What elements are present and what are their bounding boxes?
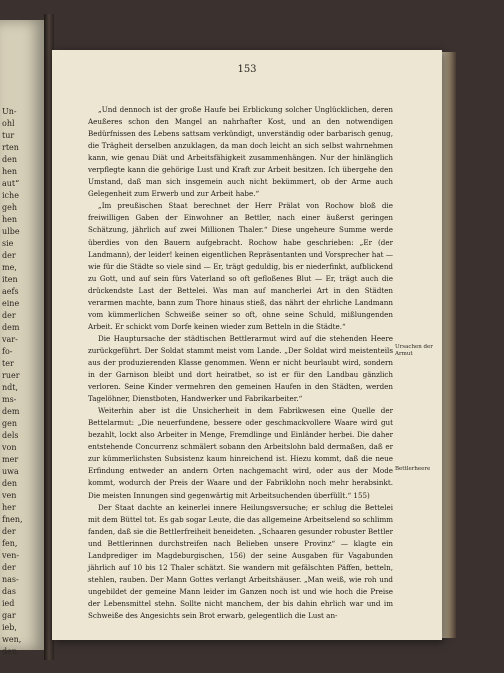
left-page-fragment: rten (2, 143, 19, 152)
left-page-fragment: der (2, 527, 16, 536)
left-page-fragment: tur (2, 131, 15, 140)
left-page-fragment: iten (2, 275, 18, 284)
left-page-fragment: fo- (2, 347, 13, 356)
left-page-fragment: gen (2, 419, 18, 428)
left-page-fragment: wen, (2, 635, 22, 644)
page-stack-edge (440, 52, 456, 638)
left-page-fragment: hen (2, 167, 18, 176)
page-number: 153 (237, 64, 257, 75)
left-page-fragment: mer (2, 455, 19, 464)
left-page-fragment: var- (2, 335, 18, 344)
left-page-fragment: aut“ (2, 179, 20, 188)
paragraph: Die Hauptursache der städtischen Bettlerarmut wird auf die stehenden Heere zurückgeführt. Der Soldat stammt meist vom Lande. „Der Soldat wird meistenteils aus der produzierenden Klasse genommen. Wenn er nicht beurlaubt wird, sondern in der Garnison bleibt und dort heiratbet, so ist er für den Landbau gänzlich verloren. Seine Kinder vermehren den gemeinen Haufen in den Städten, werden Tagelöhner, Dienstboten, Handwerker und Fabrikarbeiter.“ (88, 333, 393, 404)
left-page-fragment: ieb, (2, 623, 17, 632)
paragraph: Der Staat dachte an keinerlei innere Heilungsversuche; er schlug die Bettelei mit dem Büttel tot. Es gab sogar Leute, die das allgemeine Arbeitselend so schlimm fanden, daß sie die Bettlerfreiheit beneideten. „Schaaren gesunder robuster Bettler und Bettlerinnen durchstreifen nach Belieben unsere Provinz“ — klagte ein Landprediger im Magdeburgischen, 156) der seine Ausgaben für Vagabunden jährlich auf 10 bis 12 Thaler schätzt. Sie wandern mit gefälschten Päffen, betteln, stehlen, rauben. Der Mann Gottes verlangt Arbeitshäuser. „Man weiß, wie roh und ungebildet der gemeine Mann leider im Ganzen noch ist und wie hoch die Preise der Lebensmittel stehn. Sollte nicht manchem, der bis dahin ehrlich war und im Schweiße des Angesichts sein Brot erwarb, gelegentlich die Lust an- (88, 502, 393, 620)
left-page-fragment: fen, (2, 539, 18, 548)
margin-note-causes: Ursachen der Armut (395, 344, 433, 357)
left-page-fragment: ndt, (2, 383, 19, 392)
left-page-fragment: her (2, 503, 16, 512)
margin-note-beggars: Bettlerheere (395, 466, 431, 472)
paragraph: „Und dennoch ist der große Haufe bei Erblickung solcher Unglücklichen, deren Aeußeres schon den Mangel an nahrhafter Kost, und an den notwendigen Bedürfnissen des Lebens sattsam verkündigt, unverständig oder barbarisch genug, die Trägheit derselben anzuklagen, da man doch leicht an sich selbst wahrnehmen kann, wie genau Diät und Arbeitsfähigkeit zusammenhängen. Nur der hinlänglich verpflegte kann die gehörige Lust und Kraft zur Arbeit besitzen. Ich übergehe den Umstand, daß man sich insgemein auch nicht bekümmert, ob der Arme auch Gelegenheit zum Erwerb und zur Arbeit habe.“ (88, 105, 393, 199)
left-page-fragment: fnen, (2, 515, 23, 524)
left-page-fragment: ruer (2, 371, 20, 380)
left-page-fragment: dem (2, 407, 20, 416)
left-page-fragment: ied (2, 599, 15, 608)
left-page-fragment: das (2, 587, 16, 596)
left-page-fragment: sie (2, 239, 14, 248)
left-page-fragment: iche (2, 191, 19, 200)
left-page-fragment: uwa (2, 467, 19, 476)
left-page-fragment: ms- (2, 395, 17, 404)
page-body (88, 104, 393, 622)
left-page-fragment: Un- (2, 107, 17, 116)
left-page-fragment: aefs (2, 287, 19, 296)
left-page-fragment: den (2, 155, 18, 164)
left-page-fragment: geh (2, 203, 18, 212)
left-page-edge (0, 20, 44, 656)
left-page-fragment: ven- (2, 551, 20, 560)
paragraph: Weiterhin aber ist die Unsicherheit in dem Fabrikwesen eine Quelle der Bettelarmut: „Die neuerfundene, bessere oder geschmackvollere Waare wird gut bezahlt, lockt also Arbeiter in Menge, Fremdlinge und Einländer herbei. Die daher entstehende Concurrenz schmälert sobann den Arbeitslohn bald dermaßen, daß er zur kümmerlichsten Subsistenz kaum hinreichend ist. Hiezu kommt, daß die neue Erfindung entweder an andern Orten nachgemacht wird, oder aus der Mode kommt, wodurch der Preis der Waare und der Fabriklohn noch mehr herabsinkt. Die meisten Innungen sind gegenwärtig mit Arbeitsuchenden überfüllt.“ 155) (88, 406, 393, 500)
left-page-fragment: der (2, 251, 16, 260)
left-page-fragment: eine (2, 299, 20, 308)
left-page-text-fragments (0, 20, 44, 656)
left-page-fragment: hen (2, 215, 18, 224)
left-page-fragment: den (2, 479, 18, 488)
left-page-fragment: von (2, 443, 17, 452)
left-page-fragment: nas- (2, 575, 19, 584)
left-page-fragment: gar (2, 611, 16, 620)
left-page-fragment: den (2, 647, 18, 656)
left-page-fragment: me, (2, 263, 17, 272)
left-page-fragment: dem (2, 323, 20, 332)
left-page-fragment: der (2, 563, 16, 572)
left-page-fragment: ulbe (2, 227, 20, 236)
left-page-fragment: ven (2, 491, 17, 500)
left-page-fragment: ter (2, 359, 14, 368)
left-page-fragment: dels (2, 431, 19, 440)
paragraph: „Im preußischen Staat berechnet der Herr Prälat von Rochow bloß die freiwilligen Gaben der Einwohner an Bettler, nach einer äußerst geringen Schätzung, jährlich auf zwei Millionen Thaler.“ Diese ungeheure Summe werde überdies von den Bauern aufgebracht. Rochow habe geschrieben: „Er (der Landmann), der leider! keinen eigentlichen Repräsentanten und Vorsprecher hat — wie für die Städte so viele sind — Er, trägt geduldig, bis er niederfinkt, aufblickend zu Gott, und auf sein fürs Vaterland so oft gefloßenes Blut — Er, trägt auch die drückendste Last der Bettelei. Was man auf mancherlei Art in den Städten verarmen machte, bann zum Thore hinaus stieß, das nährt der ehrliche Landmann vom kümmerlichen Schweiße seiner so oft, ohne seine Schuld, mißlungenden Arbeit. Er schickt vom Dorfe keinen wieder zum Betteln in die Städte.“ (88, 201, 393, 331)
left-page-fragment: der (2, 311, 16, 320)
left-page-fragment: ohl (2, 119, 15, 128)
